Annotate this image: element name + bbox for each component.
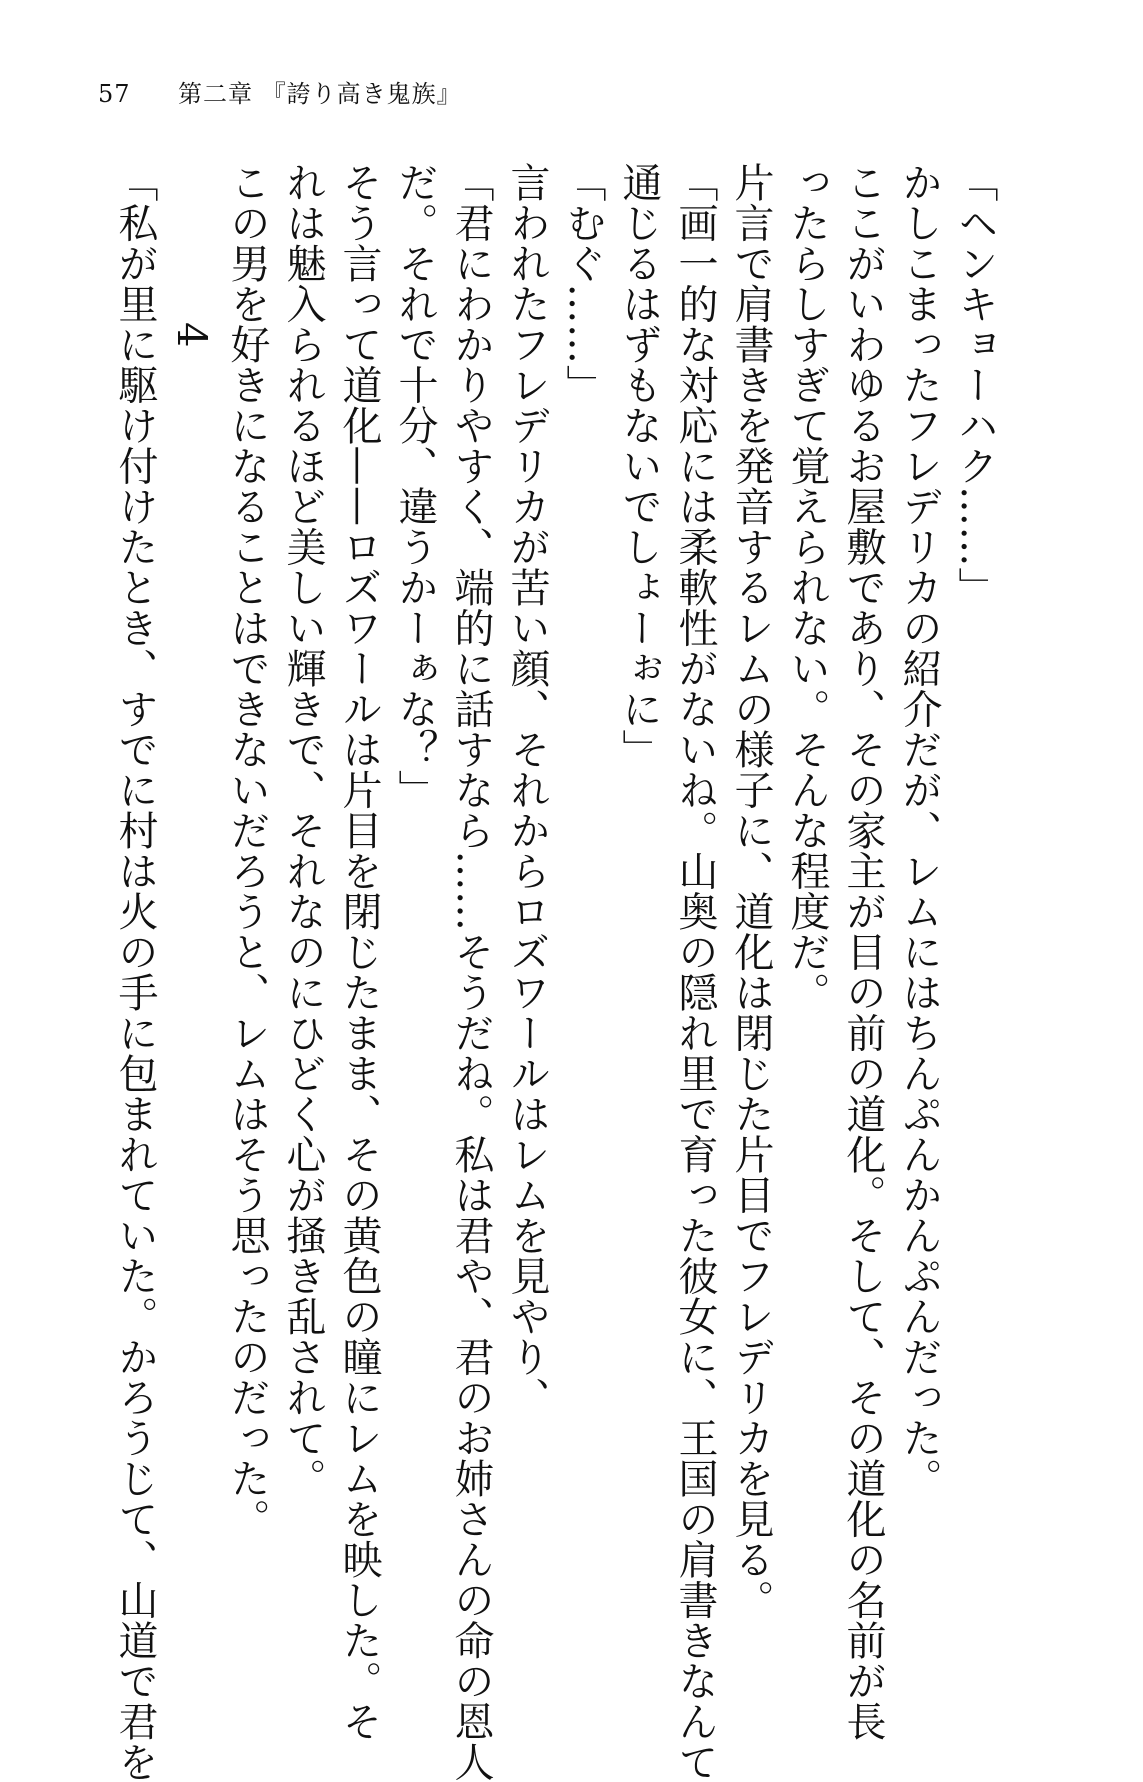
text-line: だ。それで十分、違うかーぁな？」 xyxy=(392,162,438,810)
text-line: ったらしすぎて覚えられない。そんな程度だ。 xyxy=(784,162,830,1013)
vertical-text-body xyxy=(107,162,1003,1782)
text-line: 「私が里に駆け付けたとき、すでに村は火の手に包まれていた。かろうじて、山道で君を xyxy=(112,162,158,1782)
text-line: 言われたフレデリカが苦い顔、それからロズワールはレムを見やり、 xyxy=(504,162,550,1418)
text-line: ここがいわゆるお屋敷であり、その家主が目の前の道化。そして、その道化の名前が長 xyxy=(840,162,886,1742)
text-line: 通じるはずもないでしょーぉに」 xyxy=(616,162,662,770)
page-header xyxy=(98,74,462,109)
page-number: 57 xyxy=(98,80,131,108)
section-number: 4 xyxy=(168,322,214,348)
text-line: そう言って道化——ロズワールは片目を閉じたまま、その黄色の瞳にレムを映した。そ xyxy=(336,162,382,1742)
text-line: 片言で肩書きを発音するレムの様子に、道化は閉じた片目でフレデリカを見る。 xyxy=(728,162,774,1620)
text-line: 「むぐ……」 xyxy=(560,162,606,405)
text-line: この男を好きになることはできないだろうと、レムはそう思ったのだった。 xyxy=(224,162,270,1539)
text-line: かしこまったフレデリカの紹介だが、レムにはちんぷんかんぷんだった。 xyxy=(896,162,942,1499)
text-line: 「ヘンキョーハク……」 xyxy=(952,162,998,608)
text-line: 「君にわかりやすく、端的に話すなら……そうだね。私は君や、君のお姉さんの命の恩人 xyxy=(448,162,494,1782)
chapter-title: 第二章 『誇り高き鬼族』 xyxy=(178,80,462,108)
text-line: 「画一的な対応には柔軟性がないね。山奥の隠れ里で育った彼女に、王国の肩書きなんて xyxy=(672,162,718,1782)
text-line: れは魅入られるほど美しい輝きで、それなのにひどく心が掻き乱されて。 xyxy=(280,162,326,1499)
